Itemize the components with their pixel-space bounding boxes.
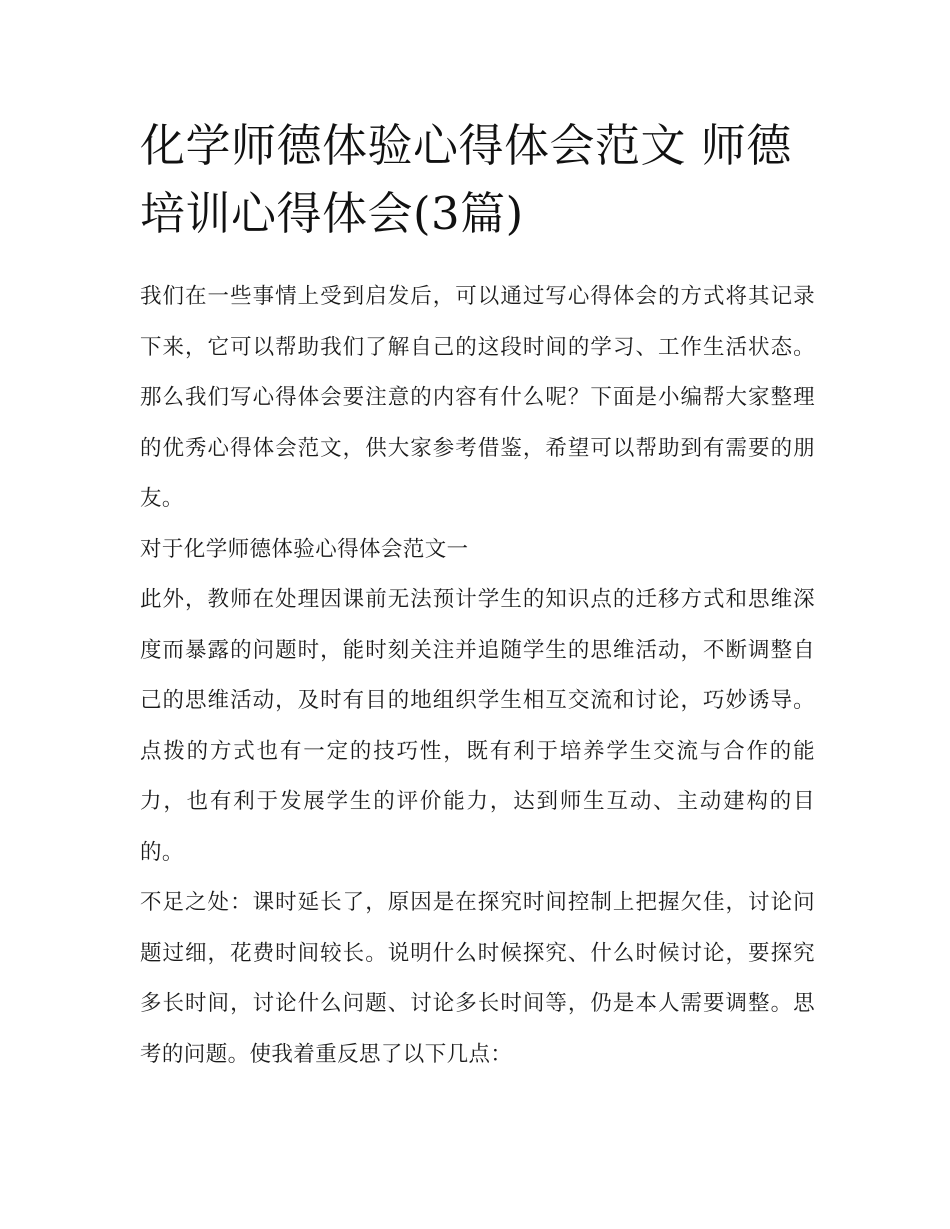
body-paragraph: 此外，教师在处理因课前无法预计学生的知识点的迁移方式和思维深度而暴露的问题时，能时刻关注并追随学生的思维活动，不断调整自己的思维活动，及时有目的地组织学生相互交流和讨论，巧妙诱导。点拨的方式也有一定的技巧性，既有利于培养学生交流与合作的能力，也有利于发展学生的评价能力，达到师生互动、主动建构的目的。 — [140, 587, 815, 865]
intro-paragraph: 我们在一些事情上受到启发后，可以通过写心得体会的方式将其记录下来，它可以帮助我们了解自己的这段时间的学习、工作生活状态。那么我们写心得体会要注意的内容有什么呢？下面是小编帮大家整理的优秀心得体会范文，供大家参考借鉴，希望可以帮助到有需要的朋友。 — [140, 284, 815, 511]
document-title: 化学师德体验心得体会范文 师德培训心得体会(3篇) — [140, 119, 792, 240]
body-paragraph: 不足之处：课时延长了，原因是在探究时间控制上把握欠佳，讨论问题过细，花费时间较长。说明什么时候探究、什么时候讨论，要探究多长时间，讨论什么问题、讨论多长时间等，仍是本人需要调整。思考的问题。使我着重反思了以下几点： — [140, 890, 815, 1067]
document-content — [140, 112, 815, 1080]
section-heading: 对于化学师德体验心得体会范文一 — [140, 536, 469, 562]
